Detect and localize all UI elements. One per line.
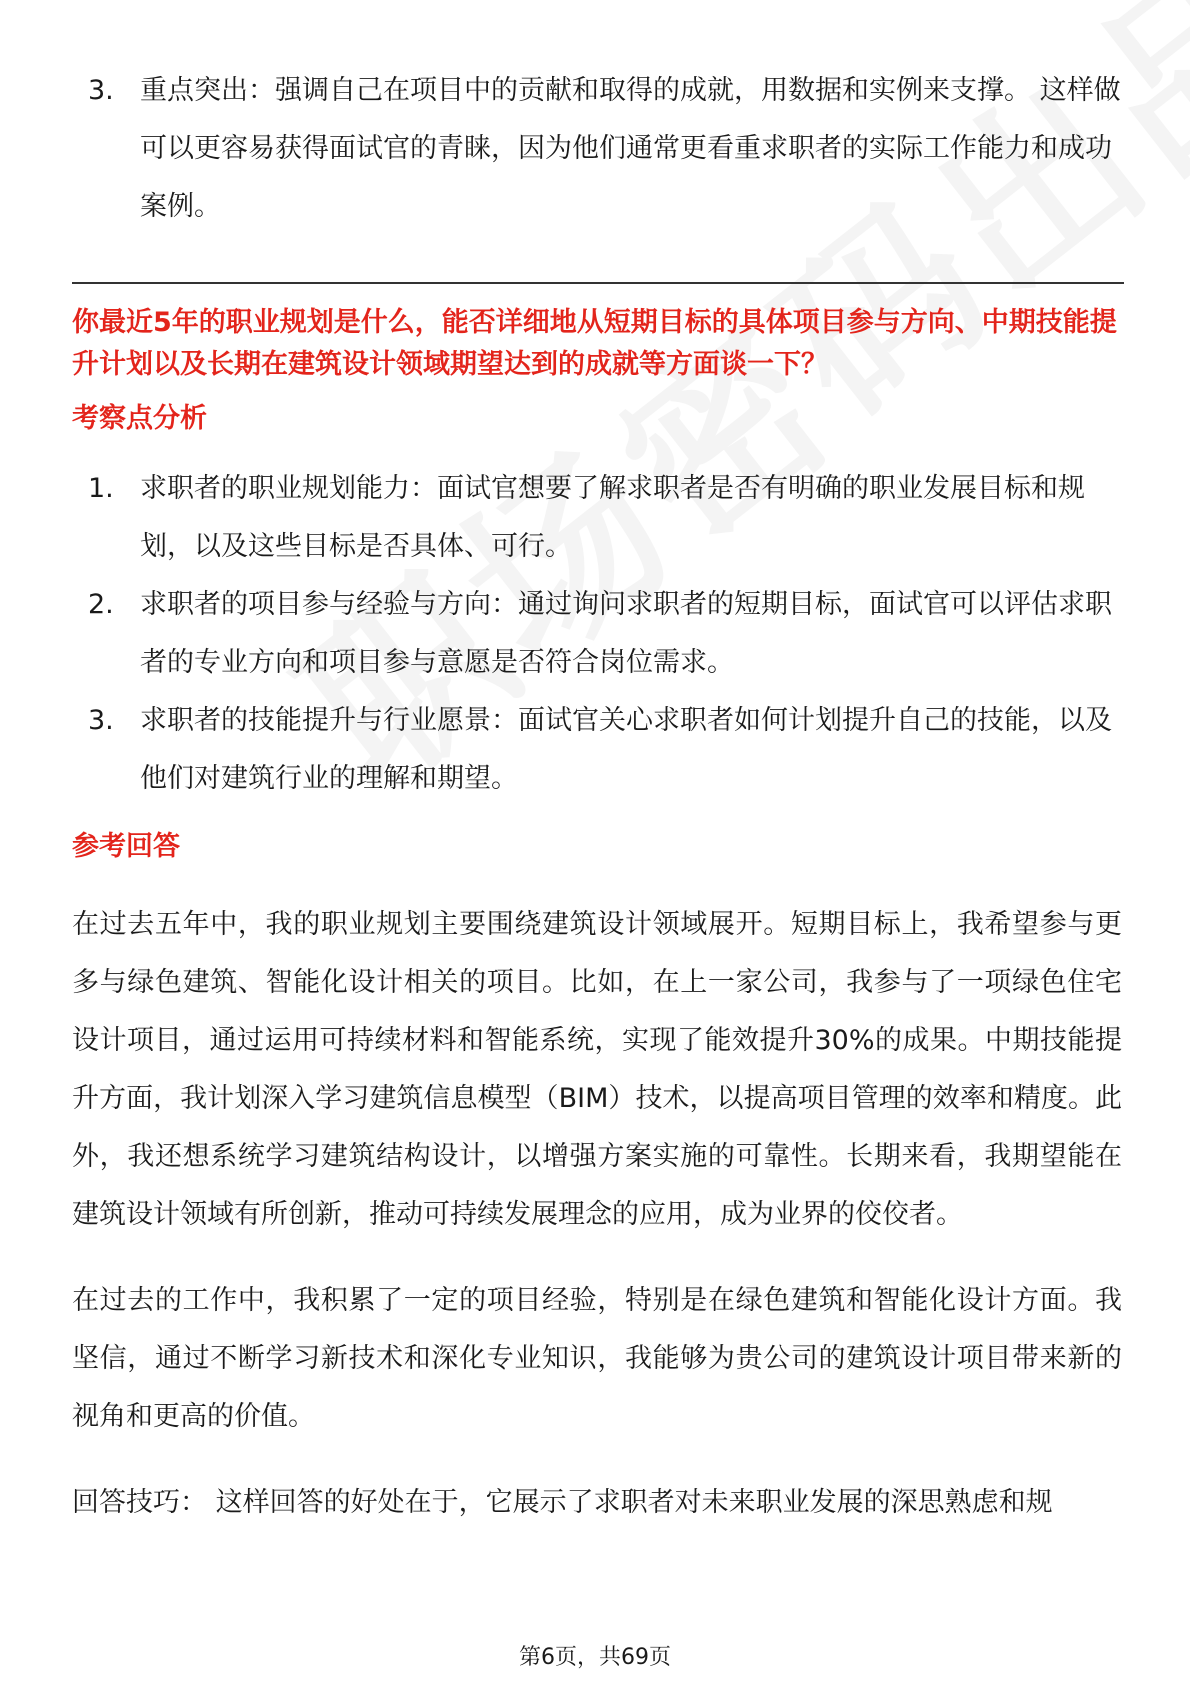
list-item-number: 3.: [88, 705, 114, 736]
list-item-number: 3.: [88, 75, 114, 106]
analysis-heading: 考察点分析: [72, 403, 207, 434]
list-item: [72, 692, 1122, 808]
list-item-number: 2.: [88, 589, 114, 620]
answer-heading: 参考回答: [72, 831, 180, 862]
list-item-text: 重点突出：强调自己在项目中的贡献和取得的成就，用数据和实例来支撑。 这样做可以更容易获得面试官的青睐，因为他们通常更看重求职者的实际工作能力和成功案例。: [140, 75, 1121, 222]
page-number: 第6页，共69页: [519, 1645, 671, 1670]
list-item: [72, 576, 1122, 692]
answer-paragraph: 在过去五年中，我的职业规划主要围绕建筑设计领域展开。短期目标上，我希望参与更多与绿色建筑、智能化设计相关的项目。比如，在上一家公司，我参与了一项绿色住宅设计项目，通过运用可持续材料和智能系统，实现了能效提升30%的成果。中期技能提升方面，我计划深入学习建筑信息模型（BIM）技术，以提高项目管理的效率和精度。此外，我还想系统学习建筑结构设计，以增强方案实施的可靠性。长期来看，我期望能在建筑设计领域有所创新，推动可持续发展理念的应用，成为业界的佼佼者。: [72, 909, 1122, 1230]
list-item-text: 求职者的项目参与经验与方向：通过询问求职者的短期目标，面试官可以评估求职者的专业方向和项目参与意愿是否符合岗位需求。: [140, 589, 1112, 678]
page-content: [72, 62, 1122, 1532]
list-item-text: 求职者的职业规划能力：面试官想要了解求职者是否有明确的职业发展目标和规划，以及这些目标是否具体、可行。: [140, 473, 1085, 562]
analysis-list: [72, 460, 1122, 808]
answer-paragraph: 在过去的工作中，我积累了一定的项目经验，特别是在绿色建筑和智能化设计方面。我坚信，通过不断学习新技术和深化专业知识，我能够为贵公司的建筑设计项目带来新的视角和更高的价值。: [72, 1285, 1122, 1432]
section-divider: [72, 282, 1124, 284]
answer-tip-paragraph: 回答技巧： 这样回答的好处在于，它展示了求职者对未来职业发展的深思熟虑和规: [72, 1487, 1053, 1518]
interview-question: 你最近5年的职业规划是什么，能否详细地从短期目标的具体项目参与方向、中期技能提升计划以及长期在建筑设计领域期望达到的成就等方面谈一下？: [72, 307, 1117, 380]
list-item: [72, 460, 1122, 576]
list-item: [72, 62, 1122, 236]
list-item-number: 1.: [88, 473, 114, 504]
intro-list: [72, 62, 1122, 236]
list-item-text: 求职者的技能提升与行业愿景：面试官关心求职者如何计划提升自己的技能，以及他们对建筑行业的理解和期望。: [140, 705, 1112, 794]
